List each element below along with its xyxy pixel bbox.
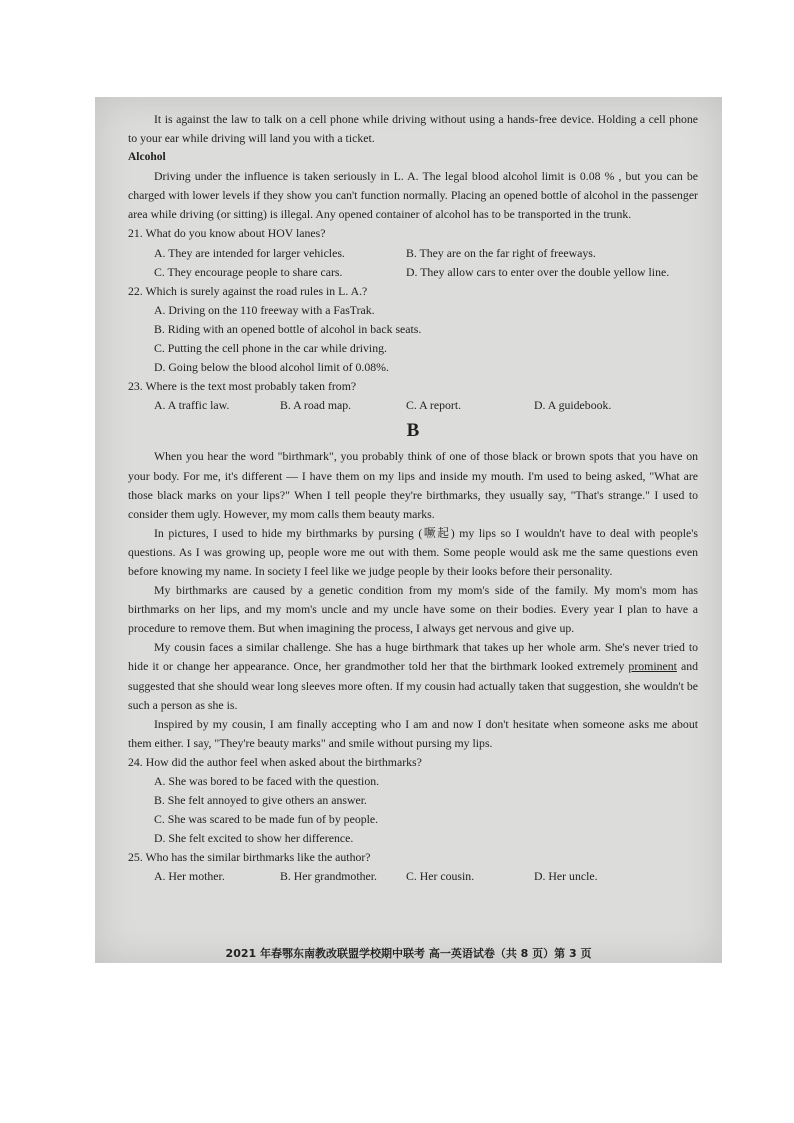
text-segment: My cousin faces a similar challenge. She has a huge birthmark that takes up her whole arm. She's never tried to hide it or change her appearance. Once, her grandmother told her that the birthmark looked extremely — [128, 640, 698, 674]
section-b-title: B — [406, 420, 420, 442]
options — [128, 396, 698, 415]
option-c: C. Putting the cell phone in the car while driving. — [154, 341, 387, 356]
option-a: A. They are intended for larger vehicles. — [154, 245, 345, 260]
option-b: B. She felt annoyed to give others an answer. — [154, 793, 367, 808]
option-c: C. They encourage people to share cars. — [154, 264, 343, 279]
passage-b-paragraph-2: In pictures, I used to hide my birthmarks by pursing (噘起) my lips so I wouldn't have to deal with people's questions. As I was growing up, people wore me out with them. Some people would ask me the same questions even before knowing my name. In society I feel like we judge people by their looks before their personality. — [128, 525, 698, 578]
option-a: A. Driving on the 110 freeway with a FasTrak. — [154, 302, 375, 317]
question-21 — [128, 224, 698, 281]
underlined-word: prominent — [628, 659, 677, 674]
question-stem: 22. Which is surely against the road rules in L. A.? — [128, 283, 368, 298]
question-stem: 23. Where is the text most probably taken from? — [128, 379, 357, 394]
option-d: D. Her uncle. — [534, 869, 598, 884]
option-a: A. She was bored to be faced with the question. — [154, 774, 380, 788]
exam-page — [95, 97, 722, 963]
question-stem: 25. Who has the similar birthmarks like the author? — [128, 850, 371, 865]
question-stem: 24. How did the author feel when asked about the birthmarks? — [128, 754, 422, 769]
page-footer: 2021 年春鄂东南教改联盟学校期中联考 高一英语试卷（共 8 页）第 3 页 — [225, 947, 592, 960]
option-b: B. They are on the far right of freeways. — [406, 245, 596, 260]
option-a: A. A traffic law. — [154, 398, 230, 413]
text-segment: and suggested that she should wear long sleeves more often. If my cousin had actually taken that suggestion, she wouldn't be such a person as she is. — [128, 659, 699, 712]
passage-a-paragraph-alcohol: Driving under the influence is taken seriously in L. A. The legal blood alcohol limit is 0.08 % , but you can be charged with lower levels if they show you can't function normally. Placing an opened bottle of alcohol in the passenger area while driving (or sitting) is illegal. Any opened container of alcohol has to be transported in the trunk. — [128, 169, 698, 222]
option-d: D. She felt excited to show her difference. — [154, 831, 354, 846]
passage-b-paragraph-1: When you hear the word "birthmark", you probably think of one of those black or brown spots that you have on your body. For me, it's different — I have them on my lips and inside my mouth. I'm used to being asked, "What are those black marks on your lips?" When I tell people they're birthmarks, they usually say, "That's strange." I used to consider them ugly. However, my mom calls them beauty marks. — [128, 449, 698, 521]
option-a: A. Her mother. — [154, 869, 225, 884]
option-c: C. She was scared to be made fun of by people. — [154, 812, 379, 827]
page-content — [128, 110, 698, 887]
options — [128, 867, 698, 886]
option-b: B. Riding with an opened bottle of alcohol in back seats. — [154, 321, 422, 336]
option-d: D. They allow cars to enter over the double yellow line. — [406, 264, 670, 279]
alcohol-heading: Alcohol — [128, 151, 166, 164]
option-d: D. A guidebook. — [534, 398, 612, 413]
passage-a-paragraph-cell-phone: It is against the law to talk on a cell phone while driving without using a hands-free device. Holding a cell phone to your ear while driving will land you with a ticket. — [128, 112, 698, 146]
question-stem: 21. What do you know about HOV lanes? — [128, 226, 326, 241]
passage-b-paragraph-3: My birthmarks are caused by a genetic condition from my mom's side of the family. My mom's mom has birthmarks on her lips, and my mom's uncle and my uncle have some on their bodies. Every year I plan to have a procedure to remove them. But when imagining the process, I always get nervous and give up. — [128, 583, 698, 636]
options — [128, 244, 698, 282]
option-b: B. A road map. — [280, 398, 352, 413]
question-23 — [128, 377, 698, 415]
option-c: C. Her cousin. — [406, 869, 475, 884]
option-c: C. A report. — [406, 398, 462, 413]
option-b: B. Her grandmother. — [280, 869, 377, 884]
passage-b-paragraph-4 — [128, 638, 698, 714]
option-d: D. Going below the blood alcohol limit of 0.08%. — [154, 360, 389, 375]
question-22 — [128, 282, 698, 377]
passage-b-paragraph-5: Inspired by my cousin, I am finally accepting who I am and now I don't hesitate when someone asks me about them either. I say, "They're beauty marks" and smile without pursing my lips. — [128, 716, 698, 750]
question-25 — [128, 848, 698, 886]
question-24 — [128, 753, 698, 848]
